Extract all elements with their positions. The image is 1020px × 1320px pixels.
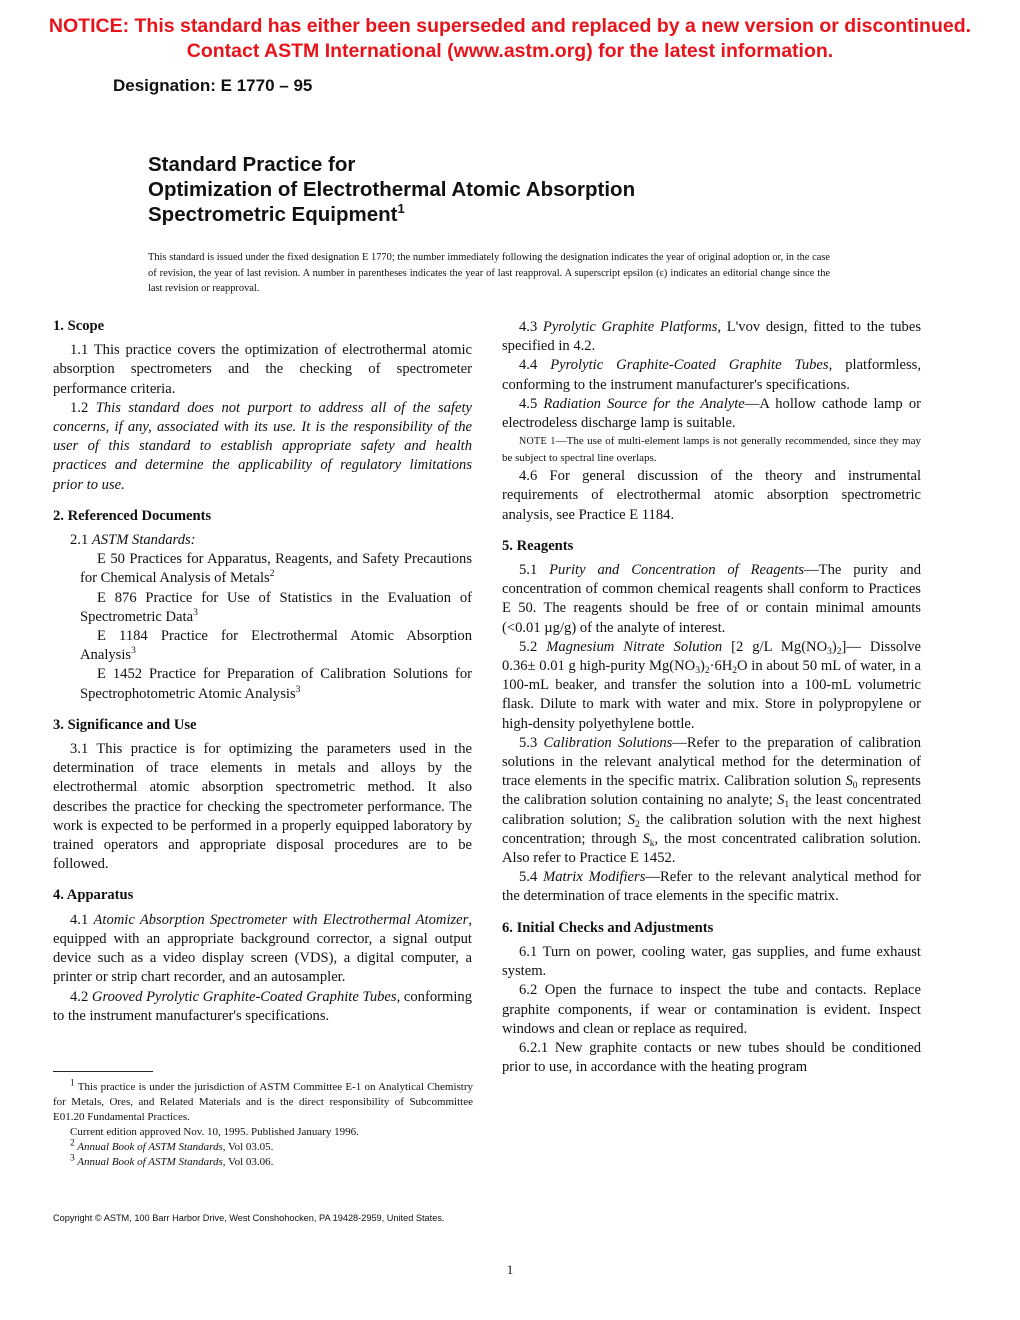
copyright-line: Copyright © ASTM, 100 Barr Harbor Drive, West Conshohocken, PA 19428-2959, United States.: [53, 1213, 445, 1223]
supersede-notice: [0, 14, 1020, 64]
paragraph-5-3: 5.3 Calibration Solutions—Refer to the preparation of calibration solutions in the relevant analytical method for the determination of trace elements in the specific matrix. Calibration solution $S_0$ represents the calibration solution containing no analyte; $S_1$ the least concentrated calibration solution; $S_2$ the calibration solution with the next highest concentration; through $S_k$, the most concentrated calibration solution. Also refer to Practice E 1452.: [502, 734, 921, 867]
title-line-2: Optimization of Electrothermal Atomic Absorption: [148, 178, 636, 201]
footnote-current-edition: Current edition approved Nov. 10, 1995. Published January 1996.: [70, 1126, 359, 1138]
section-heading: 2. Referenced Documents: [53, 507, 212, 524]
section-heading: 3. Significance and Use: [53, 716, 197, 733]
paragraph-4-3: 4.3 Pyrolytic Graphite Platforms, L'vov design, fitted to the tubes specified in 4.2.: [502, 319, 921, 355]
reference-e876: E 876 Practice for Use of Statistics in the Evaluation of Spectrometric Data$^3$: [80, 589, 472, 625]
paragraph-6-2-1: 6.2.1 New graphite contacts or new tubes should be conditioned prior to use, in accordance with the heating program: [502, 1039, 921, 1076]
page-number: 1: [506, 1262, 514, 1277]
footnote-3: $^3$ Annual Book of ASTM Standards, Vol 03.06.: [70, 1153, 274, 1168]
paragraph-5-1: 5.1 Purity and Concentration of Reagents—The purity and concentration of common chemical reagents shall conform to Practices E 50. The reagents should be free of or contain minimal amounts (<0.01 µg/g) of the analyte of interest.: [502, 562, 922, 636]
footnote-divider: [53, 1071, 153, 1072]
note-1: NOTE 1—The use of multi-element lamps is not generally recommended, since they may be subject to spectral line overlaps.: [502, 435, 921, 465]
reference-e1452: E 1452 Practice for Preparation of Calibration Solutions for Spectrophotometric Atomic Analysis$^3$: [80, 666, 472, 702]
notice-line-1: NOTICE: This standard has either been superseded and replaced by a new version or discontinued.: [48, 15, 972, 37]
section-heading: 4. Apparatus: [53, 887, 134, 904]
title-footnote-mark: 1: [397, 201, 405, 217]
paragraph-3-1: 3.1 This practice is for optimizing the parameters used in the determination of trace elements in metals and alloys by the electrothermal atomic absorption spectrometric method. It also describes the practice for checking the spectrometer performance. The work is expected to be performed in a properly equipped laboratory by trained operators and appropriate disposal procedures are to be followed.: [53, 741, 472, 873]
section-reagents: [502, 537, 921, 907]
section-heading: 6. Initial Checks and Adjustments: [502, 919, 714, 936]
document-title: [148, 152, 868, 227]
section-scope: [53, 317, 472, 495]
footnote-2: $^2$ Annual Book of ASTM Standards, Vol 03.05.: [70, 1138, 274, 1153]
section-heading: 5. Reagents: [502, 537, 574, 554]
section-significance: [53, 716, 472, 875]
paragraph-4-1: 4.1 Atomic Absorption Spectrometer with Electrothermal Atomizer, equipped with an appropriate background corrector, a signal output device such as a video display screen (VDS), a digital computer, a printer or strip chart recorder, and an autosampler.: [53, 911, 472, 986]
title-line-1: Standard Practice for: [148, 153, 356, 176]
paragraph-4-6: 4.6 For general discussion of the theory and instrumental requirements of electrothermal atomic absorption spectrometric analysis, see Practice E 1184.: [502, 468, 921, 523]
paragraph-1-1: 1.1 This practice covers the optimization of electrothermal atomic absorption spectrometers and the checking of spectrometer performance criteria.: [53, 342, 472, 397]
paragraph-5-4: 5.4 Matrix Modifiers—Refer to the relevant analytical method for the determination of trace elements in the specific matrix.: [502, 869, 921, 905]
right-column: [502, 318, 921, 1089]
paragraph-2-1: 2.1 ASTM Standards:: [70, 532, 196, 549]
designation: Designation: E 1770 – 95: [113, 76, 313, 95]
footnotes: [53, 1080, 473, 1170]
paragraph-6-2: 6.2 Open the furnace to inspect the tube and contacts. Replace graphite components, if wear or contamination is evident. Inspect windows and clean or replace as required.: [502, 982, 921, 1037]
notice-line-2: Contact ASTM International (www.astm.org) for the latest information.: [186, 40, 834, 62]
issued-statement: This standard is issued under the fixed designation E 1770; the number immediately following the designation indicates the year of original adoption or, in the case of revision, the year of last revision. A number in parentheses indicates the year of last reapproval. A superscript epsilon (ε) indicates an editorial change since the last revision or reapproval.: [148, 252, 830, 294]
paragraph-4-2: 4.2 Grooved Pyrolytic Graphite-Coated Graphite Tubes, conforming to the instrument manufacturer's specifications.: [53, 988, 472, 1024]
section-heading: 1. Scope: [53, 318, 105, 334]
paragraph-4-4: 4.4 Pyrolytic Graphite-Coated Graphite Tubes, platformless, conforming to the instrument manufacturer's specifications.: [502, 357, 922, 393]
section-initial-checks: [502, 919, 921, 1078]
section-referenced-documents: [53, 507, 472, 704]
section-apparatus: [53, 886, 472, 1025]
reference-e50: E 50 Practices for Apparatus, Reagents, and Safety Precautions for Chemical Analysis of Metals$^2$: [80, 551, 472, 587]
paragraph-6-1: 6.1 Turn on power, cooling water, gas supplies, and fume exhaust system.: [502, 943, 921, 980]
paragraph-4-5: 4.5 Radiation Source for the Analyte—A hollow cathode lamp or electrodeless discharge lamp is suitable.: [502, 395, 921, 432]
footnote-1: $^1$ This practice is under the jurisdiction of ASTM Committee E-1 on Analytical Chemistry for Metals, Ores, and Related Materials and is the direct responsibility of Subcommittee E01.20 Fundamental Practices.: [53, 1078, 473, 1123]
paragraph-1-2: 1.2 This standard does not purport to address all of the safety concerns, if any, associated with its use. It is the responsibility of the user of this standard to establish appropriate safety and health practices and determine the applicability of regulatory limitations prior to use.: [53, 399, 472, 493]
left-column: [53, 317, 472, 1038]
title-line-3: Spectrometric Equipment$^1$: [148, 201, 405, 226]
reference-e1184: E 1184 Practice for Electrothermal Atomic Absorption Analysis$^3$: [80, 628, 472, 664]
paragraph-5-2: 5.2 Magnesium Nitrate Solution [2 g/L $Mg(NO_3)_2]—$ Dissolve 0.36± 0.01 g high-purity $Mg(NO_3)_2\cdot 6H_2O$ in about 50 mL of water, in a 100-mL beaker, and transfer the solution into a 100-mL volumetric flask. Dilute to mark with water and mix. Store in polypropylene or high-density polyethylene bottle.: [502, 638, 921, 732]
